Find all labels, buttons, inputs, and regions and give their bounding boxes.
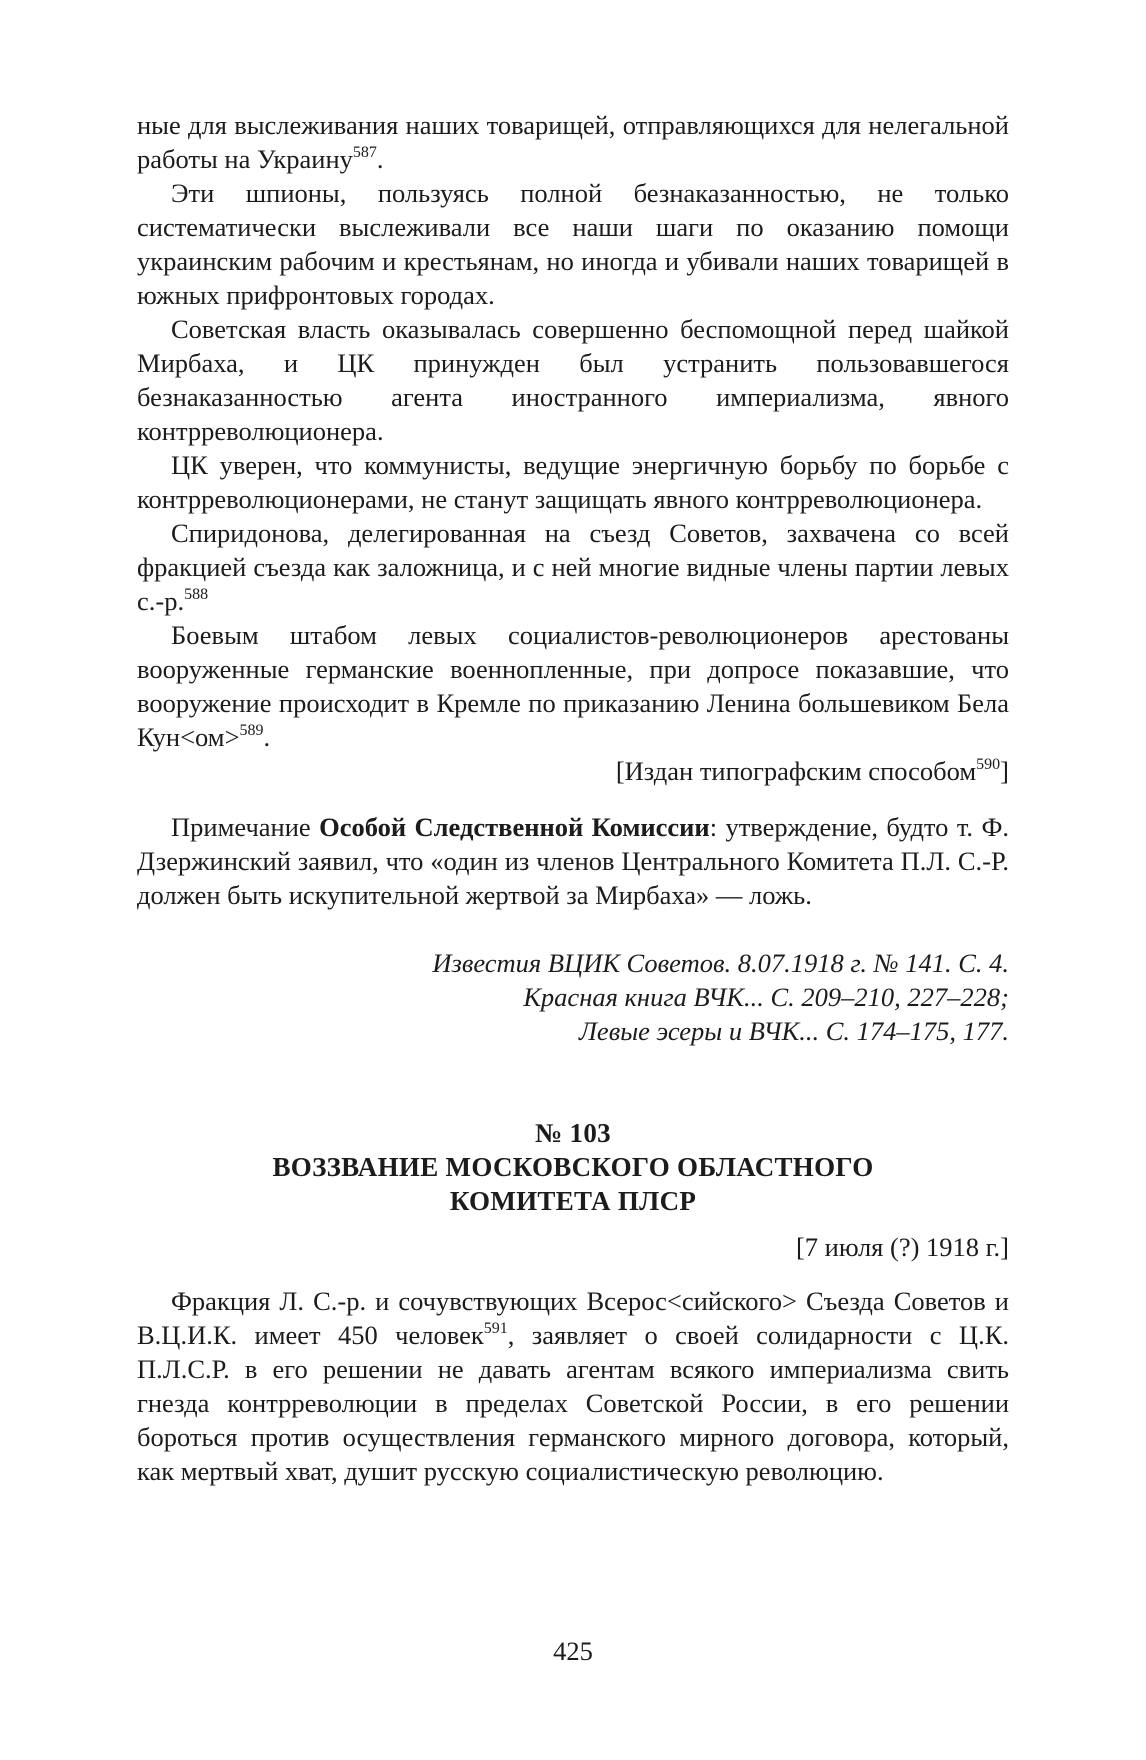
body-text: Фракция Л. С.-р. и сочувствующих Всерос<сийского> Съезда Советов и В.Ц.И.К. имеет 450 человек bbox=[137, 1286, 1009, 1350]
paragraph-spiridonova bbox=[137, 516, 1009, 618]
commission-note bbox=[137, 810, 1009, 912]
paragraph-text: Эти шпионы, пользуясь полной безнаказанностью, не только систематически выслеживали все наши шаги по оказанию помощи украинским рабочим и крестьянам, но иногда и убивали наших товарищей в южных прифронтовых городах. bbox=[137, 178, 1009, 310]
paragraph-text: ные для выслеживания наших товарищей, отправляющихся для нелегальной работы на Украину bbox=[137, 110, 1009, 174]
paragraph-combat-hq bbox=[137, 618, 1009, 754]
paragraph-cc-confident bbox=[137, 448, 1009, 516]
footnote-ref-587[interactable]: 587 bbox=[352, 144, 377, 162]
document-body bbox=[137, 1284, 1009, 1488]
paragraph-spies bbox=[137, 176, 1009, 312]
printed-note bbox=[137, 754, 1009, 788]
note-commission-name: Особой Следственной Комиссии bbox=[319, 812, 710, 842]
footnote-ref-588[interactable]: 588 bbox=[184, 586, 209, 604]
paragraph-text: ЦК уверен, что коммунисты, ведущие энергичную борьбу по борьбе с контрреволюционерами, не станут защищать явного контрреволюционера. bbox=[137, 450, 1009, 514]
footnote-ref-589[interactable]: 589 bbox=[239, 722, 264, 740]
printed-note-text: [Издан типографским способом bbox=[615, 756, 977, 786]
document-date: [7 июля (?) 1918 г.] bbox=[795, 1232, 1009, 1262]
document-heading bbox=[137, 1116, 1009, 1218]
spacer bbox=[137, 1264, 1009, 1284]
footnote-ref-591[interactable]: 591 bbox=[483, 1320, 508, 1338]
body-text-tail: , заявляет о своей солидарности с Ц.К. П.Л.С.Р. в его решении не давать агентам всякого империализма свить гнезда контрреволюции в пределах Советской России, в его решении бороться против осуществления германского мирного договора, который, как мертвый хват, душит русскую социалистическую революцию. bbox=[137, 1320, 1009, 1486]
paragraph-tail: . bbox=[376, 144, 384, 174]
document-title-line: ВОЗЗВАНИЕ МОСКОВСКОГО ОБЛАСТНОГО bbox=[272, 1152, 874, 1182]
note-text: : утверждение, будто т. Ф. Дзержинский заявил, что «один из членов Центрального Комитета П.Л. С.-Р. должен быть искупительной жертвой за Мирбаха» — ложь. bbox=[137, 812, 1010, 910]
footnote-ref-590[interactable]: 590 bbox=[976, 756, 1001, 774]
page-number: 425 bbox=[553, 1636, 593, 1666]
spacer bbox=[137, 788, 1009, 810]
paragraph-text: Боевым штабом левых социалистов-революционеров арестованы вооруженные германские военнопленные, при допросе показавшие, что вооружение происходит в Кремле по приказанию Ленина большевиком Бела Кун<ом> bbox=[137, 620, 1009, 752]
document-number: № 103 bbox=[535, 1118, 611, 1148]
spacer bbox=[137, 1048, 1009, 1116]
paragraph-tail: . bbox=[263, 722, 271, 752]
source-citation: Левые эсеры и ВЧК... С. 174–175, 177. bbox=[578, 1016, 1009, 1046]
paragraph-text: Советская власть оказывалась совершенно беспомощной перед шайкой Мирбаха, и ЦК принужден был устранить пользовавшегося безнаказанностью агента иностранного империализма, явного контрреволюционера. bbox=[137, 314, 1009, 446]
spacer bbox=[137, 912, 1009, 946]
paragraph-continuation bbox=[137, 108, 1009, 176]
page-content bbox=[137, 108, 1009, 1488]
paragraph-text: Спиридонова, делегированная на съезд Советов, захвачена со всей фракцией съезда как заложница, и с ней многие видные члены партии левых с.-р. bbox=[137, 518, 1009, 616]
paragraph-soviet-power bbox=[137, 312, 1009, 448]
source-citations bbox=[137, 946, 1009, 1048]
spacer bbox=[137, 1218, 1009, 1230]
note-prefix: Примечание bbox=[171, 812, 320, 842]
printed-note-tail: ] bbox=[1000, 756, 1009, 786]
source-citation: Красная книга ВЧК... С. 209–210, 227–228; bbox=[523, 982, 1009, 1012]
document-title-line: КОМИТЕТА ПЛСР bbox=[449, 1186, 697, 1216]
source-citation: Известия ВЦИК Советов. 8.07.1918 г. № 141. С. 4. bbox=[432, 948, 1009, 978]
